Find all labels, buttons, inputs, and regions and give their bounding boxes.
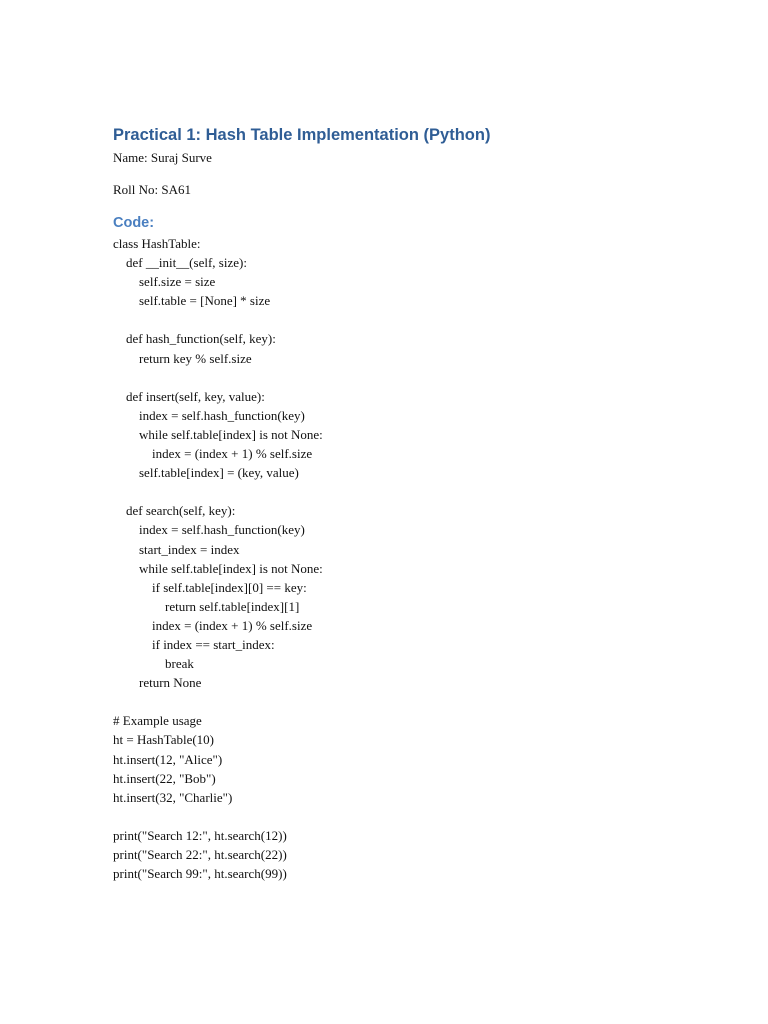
code-line: self.size = size — [113, 274, 216, 290]
code-line: ht.insert(22, "Bob") — [113, 770, 216, 786]
student-name: Name: Suraj Surve — [113, 150, 212, 165]
code-line: if self.table[index][0] == key: — [113, 579, 307, 595]
code-line: start_index = index — [113, 541, 240, 557]
code-line: if index == start_index: — [113, 636, 275, 652]
code-line: class HashTable: — [113, 236, 201, 251]
code-line: print("Search 12:", ht.search(12)) — [113, 827, 287, 843]
document-body — [113, 124, 673, 883]
code-line — [113, 482, 673, 501]
code-line: def hash_function(self, key): — [113, 331, 276, 347]
code-line: return self.table[index][1] — [113, 598, 300, 614]
code-heading: Code: — [113, 215, 155, 231]
code-line: self.table[index] = (key, value) — [113, 465, 299, 481]
code-line: def __init__(self, size): — [113, 255, 247, 271]
code-line: return None — [113, 675, 202, 691]
document-title: Practical 1: Hash Table Implementation (Python) — [113, 126, 491, 144]
code-line: self.table = [None] * size — [113, 293, 271, 309]
code-line: index = self.hash_function(key) — [113, 522, 305, 538]
code-line — [113, 692, 673, 711]
code-line: ht = HashTable(10) — [113, 732, 215, 748]
code-line: return key % self.size — [113, 350, 252, 366]
code-line: index = self.hash_function(key) — [113, 407, 305, 423]
code-line: index = (index + 1) % self.size — [113, 446, 313, 462]
code-line: def search(self, key): — [113, 503, 236, 519]
code-line: print("Search 22:", ht.search(22)) — [113, 847, 287, 862]
code-line: index = (index + 1) % self.size — [113, 617, 313, 633]
code-line: # Example usage — [113, 713, 202, 729]
code-line: ht.insert(12, "Alice") — [113, 751, 223, 767]
code-line — [113, 368, 673, 387]
code-line: while self.table[index] is not None: — [113, 560, 323, 576]
code-line: while self.table[index] is not None: — [113, 426, 323, 442]
roll-number: Roll No: SA61 — [113, 182, 192, 197]
code-line: def insert(self, key, value): — [113, 388, 265, 404]
code-line — [113, 310, 673, 329]
code-line: ht.insert(32, "Charlie") — [113, 789, 233, 805]
code-line — [113, 807, 673, 826]
code-line: print("Search 99:", ht.search(99)) — [113, 866, 287, 882]
code-line: break — [113, 656, 194, 672]
code-block — [113, 234, 673, 883]
